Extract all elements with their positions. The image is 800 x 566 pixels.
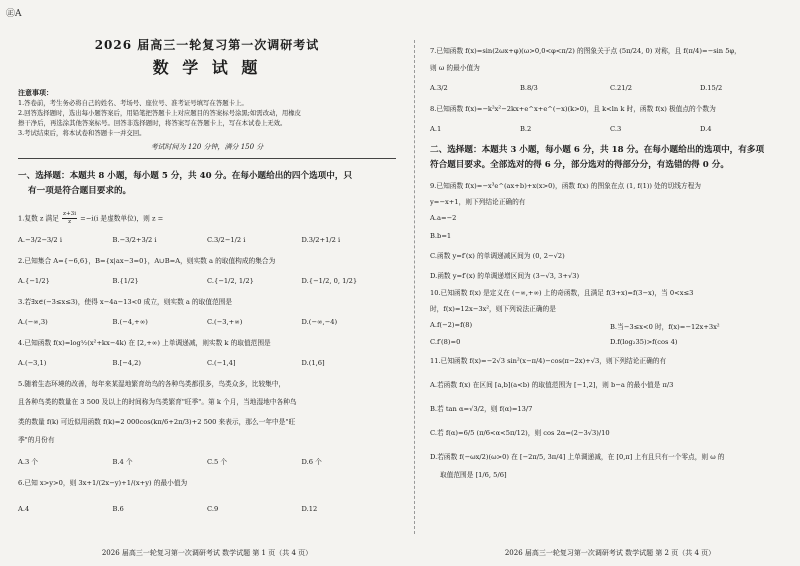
q5-options — [18, 456, 396, 466]
question-5 — [18, 379, 396, 446]
note-2: 2.回答选择题时，选出每小题答案后，用铅笔把答题卡上对应题目的答案标号涂黑;如需改动，用橡皮 — [18, 109, 302, 117]
section-2-heading-cont: 符合题目要求。全部选对的得 6 分，部分选对的得部分分，有选错的得 0 分。 — [430, 160, 729, 170]
q5-option-c: C.5 个 — [207, 458, 228, 466]
q7-option-c: C.21/2 — [610, 84, 633, 92]
corner-mark: ㊣A — [6, 9, 22, 19]
q7-option-d: D.15/2 — [700, 84, 723, 92]
q1-frac-num: z+3i — [63, 211, 77, 217]
page-1 — [18, 18, 396, 566]
q8-option-b: B.2 — [520, 125, 532, 133]
question-10 — [430, 288, 790, 315]
q7-option-a: A.3/2 — [430, 84, 448, 92]
q10-option-d: D.f(log₂35)>f(cos 4) — [610, 338, 678, 346]
q4-option-d: D.(1,6] — [301, 359, 325, 367]
note-3: 擦干净后，再选涂其他答案标号。回答非选择题时，将答案写在答题卡上，写在本试卷上无效。 — [18, 119, 287, 127]
q2-options — [18, 277, 396, 285]
q10-line-2: 时，f(x)=12x−3x²，则下列说法正确的是 — [430, 305, 556, 313]
q10-option-a: A.f(−2)=f(8) — [430, 321, 473, 329]
q1-option-c: C.3/2−1/2 i — [207, 236, 246, 244]
page-2 — [430, 18, 790, 566]
q11-option-c: C.若 f(α)=6/5 (π/6<α<5π/12)，则 cos 2α=(2−3√3)/10 — [430, 429, 610, 437]
q6-option-d: D.12 — [301, 505, 318, 513]
page-divider — [414, 40, 415, 534]
exam-header-title: 2026 届高三一轮复习第一次调研考试 — [94, 38, 320, 52]
notes-title: 注意事项： — [18, 88, 53, 97]
q4-options — [18, 359, 396, 367]
q1-option-a: A.−3/2−3/2 i — [18, 236, 62, 244]
q3-option-a: A.(−∞,3) — [18, 318, 48, 326]
q9-option-d: D.函数 y=f′(x) 的单调递增区间为 (3−√3, 3+√3) — [430, 272, 580, 280]
q5-line-1: 5.随着生态环境的改善，每年来某湿地繁育幼鸟的各种鸟类都很多，鸟类众多，比较集中， — [18, 380, 286, 388]
q6-option-c: C.9 — [207, 505, 219, 513]
q2-option-c: C.{−1/2, 1/2} — [207, 277, 254, 285]
header-rule — [18, 158, 396, 159]
q9-line-2: y=−x+1，则下列结论正确的有 — [430, 198, 526, 206]
q2-option-d: D.{−1/2, 0, 1/2} — [301, 277, 358, 285]
q3-option-b: B.(−4,+∞) — [112, 318, 148, 326]
q5-option-b: B.4 个 — [112, 458, 133, 466]
q7-line-2: 则 ω 的最小值为 — [430, 64, 480, 72]
q11-option-b: B.若 tan α=√3/2，则 f(α)=13/7 — [430, 405, 533, 413]
q8-options — [430, 125, 790, 133]
page-1-footer: 2026 届高三一轮复习第一次调研考试 数学试题 第 1 页（共 4 页） — [101, 549, 313, 557]
q8-option-a: A.1 — [430, 125, 442, 133]
q9-option-b: B.b=1 — [430, 232, 452, 240]
subject-title: 数 学 试 题 — [152, 58, 262, 77]
q10-line-1: 10.已知函数 f(x) 是定义在 (−∞,+∞) 上的奇函数，且满足 f(3+x)=f(3−x)，当 0<x≤3 — [430, 289, 694, 297]
q4-option-b: B.[−4,2) — [112, 359, 141, 367]
note-1: 1.答卷前，考生务必将自己的姓名、考场号、座位号、准考证号填写在答题卡上。 — [18, 99, 248, 107]
question-1 — [18, 211, 396, 226]
q11-option-d-line-2: 取值范围是 [1/6, 5/6] — [440, 471, 507, 479]
note-4: 3.考试结束后，将本试卷和答题卡一并交回。 — [18, 129, 146, 137]
q1-post: =−i(i 是虚数单位)，则 z = — [80, 214, 164, 223]
q11-option-d-line-1: D.若函数 f(−ωx/2)(ω>0) 在 [−2π/5, 3π/4] 上单调递减，在 [0,π] 上有且只有一个零点，则 ω 的 — [430, 453, 725, 461]
q5-line-2: 且各种鸟类的数量在 3 500 及以上的时间称为鸟类繁育"旺季"。第 k 个月，当地湿地中各种鸟 — [18, 398, 297, 406]
section-2-heading: 二、选择题：本题共 3 小题，每小题 6 分，共 18 分。在每小题给出的选项中，有多项 — [430, 145, 765, 155]
q10-option-c: C.f′(8)=0 — [430, 338, 461, 346]
q7-line-1: 7.已知函数 f(x)=sin(2ωx+φ)(ω>0,0<φ<π/2) 的图象关于点 (5π/24, 0) 对称，且 f(π/4)=−sin 5φ， — [430, 47, 741, 55]
q1-option-d: D.3/2+1/2 i — [301, 236, 341, 244]
q6-option-a: A.4 — [18, 505, 30, 513]
question-7 — [430, 46, 790, 74]
question-4: 4.已知函数 f(x)=log½(x²+kx−4k) 在 [2,+∞) 上单调递减，则实数 k 的取值范围是 — [18, 339, 271, 347]
section-1-heading: 一、选择题：本题共 8 小题，每小题 5 分，共 40 分。在每小题给出的四个选项中，只 — [18, 171, 353, 181]
q9-option-c: C.函数 y=f′(x) 的单调递减区间为 (0, 2−√2) — [430, 252, 565, 260]
q9-line-1: 9.已知函数 f(x)=−x³e^(ax+b)+x(x>0)，函数 f(x) 的图象在点 (1, f(1)) 处的切线方程为 — [430, 182, 701, 190]
q6-option-b: B.6 — [112, 505, 124, 513]
q1-frac-den: z — [68, 219, 72, 225]
q3-option-d: D.(−∞,−4) — [301, 318, 338, 326]
q1-option-b: B.−3/2+3/2 i — [112, 236, 157, 244]
q5-line-3: 类的数量 f(k) 可近似用函数 f(k)=2 000cos(kπ/6+2π/3)+2 500 来表示，那么一年中是"旺 — [18, 418, 296, 426]
question-8: 8.已知函数 f(x)=−k²x²−2kx+e^x+e^(−x)(k>0)，且 k<ln k 时，函数 f(x) 极值点的个数为 — [430, 105, 716, 113]
q1-options — [18, 236, 396, 244]
q1-fraction — [62, 211, 77, 226]
q4-option-c: C.(−1,4] — [207, 359, 236, 367]
q11-option-a: A.若函数 f(x) 在区间 [a,b](a<b) 的取值范围为 [−1,2]，则 b−a 的最小值是 π/3 — [430, 381, 674, 389]
q10-options-ab — [430, 321, 790, 331]
q7-option-b: B.8/3 — [520, 84, 538, 92]
q2-option-a: A.{−1/2} — [18, 277, 50, 285]
q4-option-a: A.(−3,1) — [18, 359, 47, 367]
question-2: 2.已知集合 A={−6,6}，B={x|ax−3=0}，A∪B=A，则实数 a 的取值构成的集合为 — [18, 257, 276, 265]
q2-option-b: B.{1/2} — [112, 277, 139, 285]
q9-option-a: A.a=−2 — [430, 214, 457, 222]
q3-option-c: C.(−3,+∞) — [207, 318, 243, 326]
q5-option-d: D.6 个 — [301, 458, 322, 466]
section-1-heading-cont: 有一项是符合题目要求的。 — [28, 186, 132, 196]
q6-options — [18, 505, 396, 513]
q10-options-cd — [430, 338, 790, 346]
q8-option-c: C.3 — [610, 125, 622, 133]
q3-options — [18, 318, 396, 326]
question-11: 11.已知函数 f(x)=−2√3 sin²(x−π/4)−cos(π−2x)+√3，则下列结论正确的有 — [430, 357, 667, 365]
exam-time: 考试时间为 120 分钟，满分 150 分 — [150, 143, 264, 151]
question-6: 6.已知 x>y>0，则 3x+1/(2x−y)+1/(x+y) 的最小值为 — [18, 479, 188, 487]
q1-pre: 1.复数 z 满足 — [18, 214, 59, 223]
page-2-footer: 2026 届高三一轮复习第一次调研考试 数学试题 第 2 页（共 4 页） — [504, 549, 716, 557]
q10-option-b: B.当−3≤x<0 时，f(x)=−12x+3x² — [610, 323, 720, 331]
q5-line-4: 季"的月份有 — [18, 436, 55, 444]
q5-option-a: A.3 个 — [18, 458, 39, 466]
question-9 — [430, 181, 790, 208]
q7-options — [430, 84, 790, 92]
q8-option-d: D.4 — [700, 125, 712, 133]
question-3: 3.若∃x∈(−3≤x≤3)，使得 x−4a−13<0 成立，则实数 a 的取值范围是 — [18, 298, 233, 306]
